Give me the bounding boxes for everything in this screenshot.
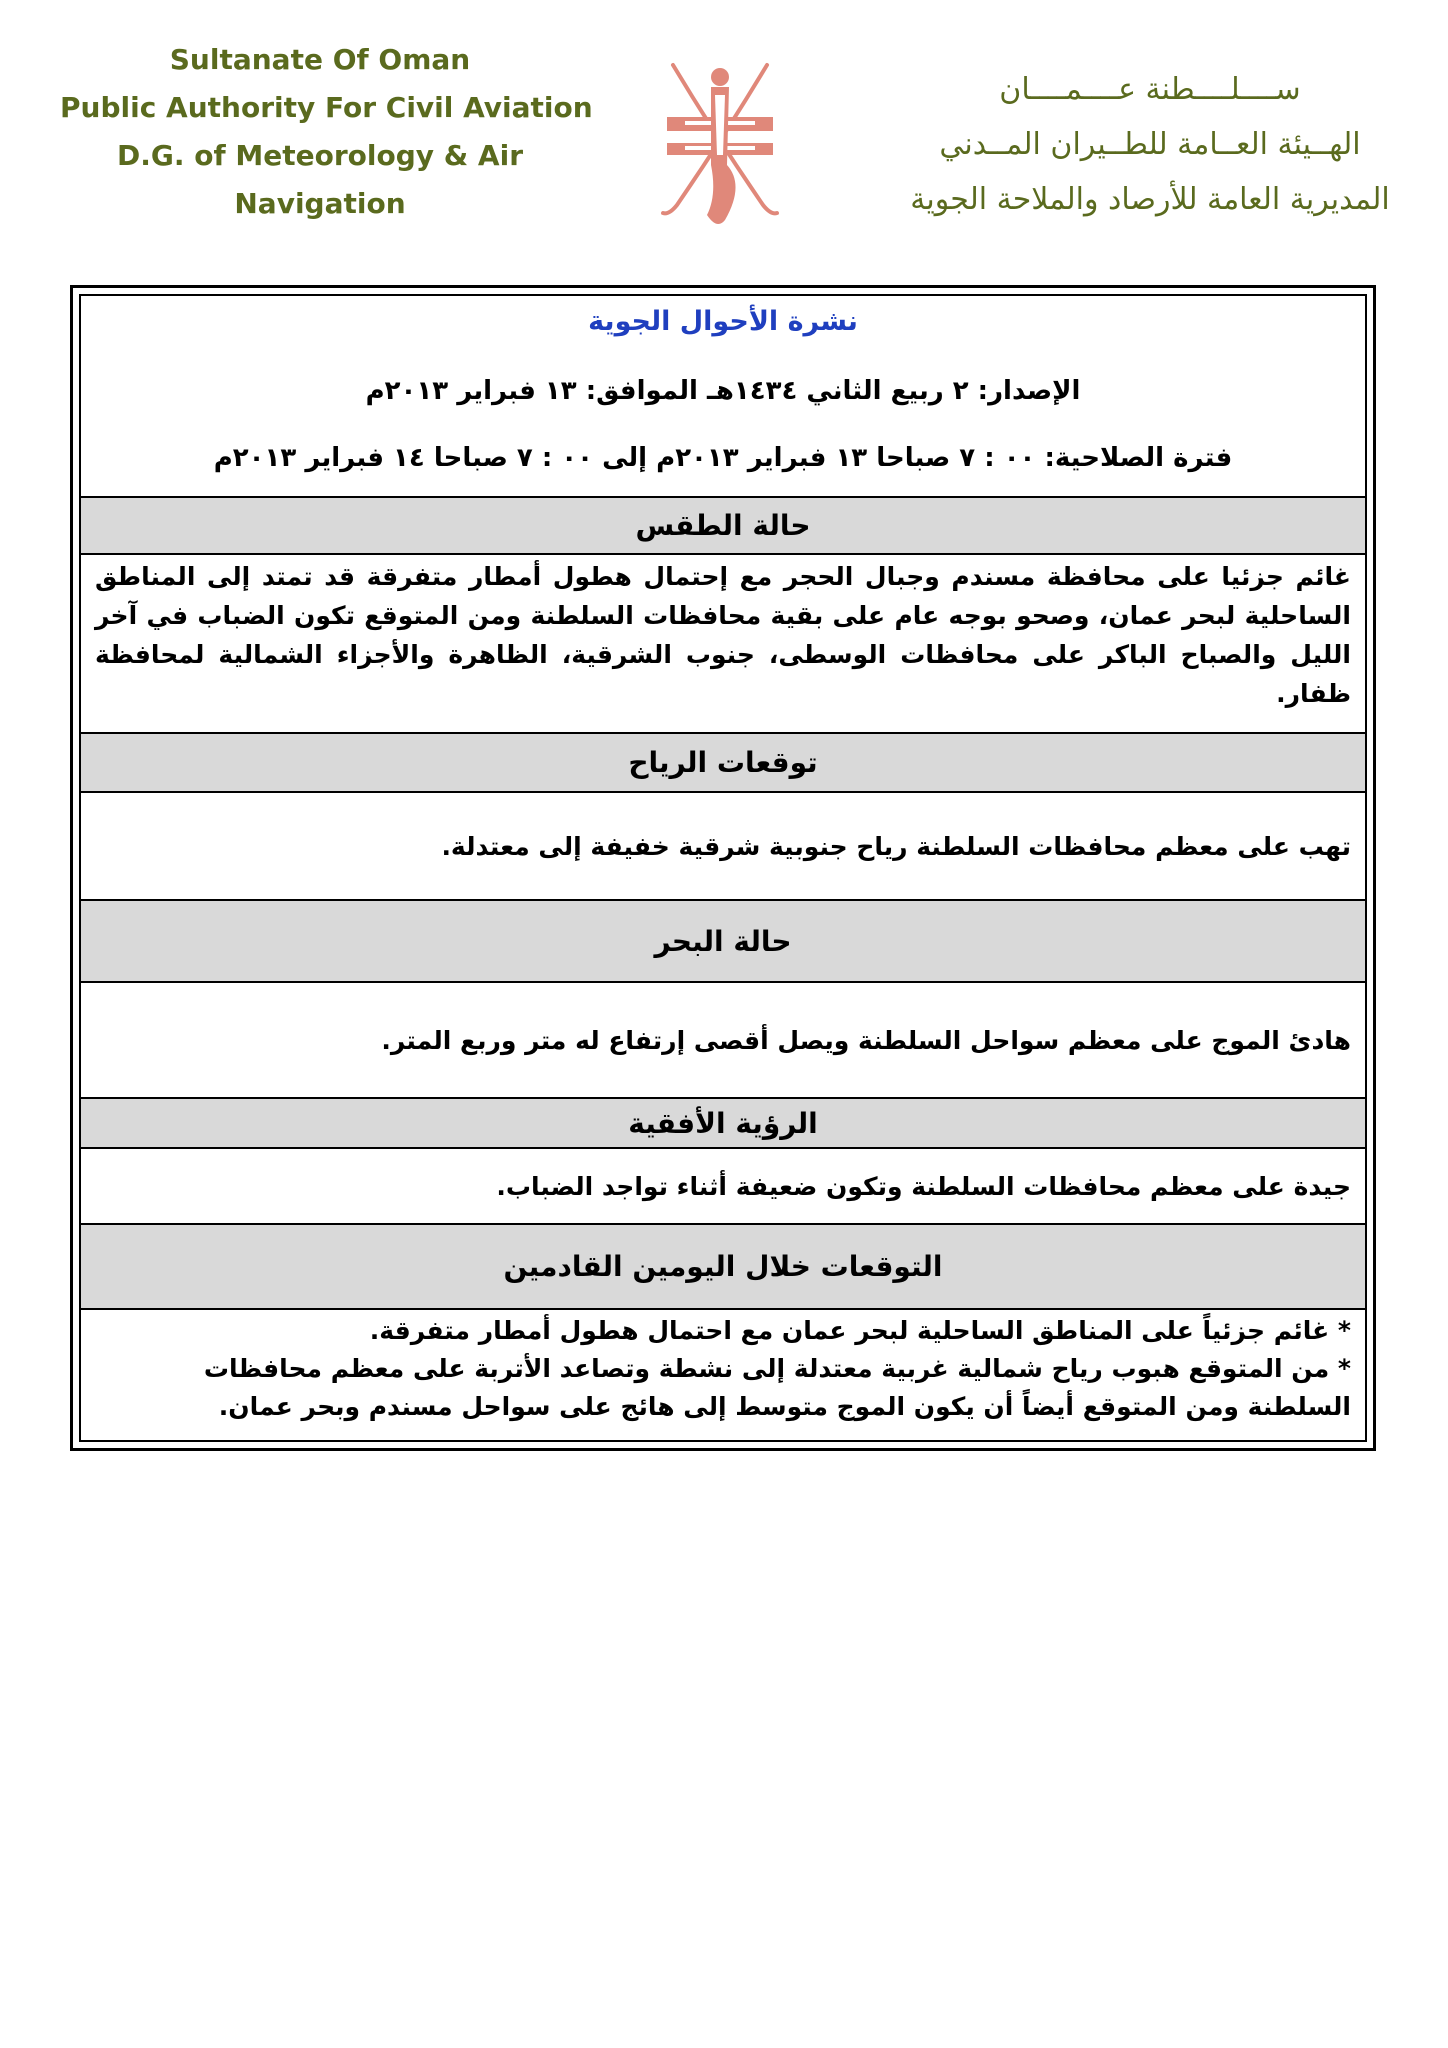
weather-heading-row (81, 498, 1365, 555)
header-en-line-2: Public Authority For Civil Aviation (60, 91, 593, 124)
wind-text: تهب على معظم محافظات السلطنة رياح جنوبية شرقية خفيفة إلى معتدلة. (441, 831, 1351, 861)
weather-text: غائم جزئيا على محافظة مسندم وجبال الحجر مع إحتمال هطول أمطار متفرقة قد تمتد إلى المناطق الساحلية لبحر عمان، وصحو بوجه عام على بقية محافظات السلطنة ومن المتوقع تكون الضباب في آخر الليل والصباح الباكر على محافظات الوسطى، جنوب الشرقية، الظاهرة والأجزاء الشمالية لمحافظة ظفار. (95, 562, 1351, 708)
bulletin-title-row (81, 296, 1365, 498)
visibility-text: جيدة على معظم محافظات السلطنة وتكون ضعيفة أثناء تواجد الضباب. (496, 1171, 1351, 1201)
header-en-line-1: Sultanate Of Oman (169, 43, 471, 76)
outlook-heading-row (81, 1225, 1365, 1310)
issue-date: الإصدار: ٢ ربيع الثاني ١٤٣٤هـ الموافق: ١٣ فبراير ٢٠١٣م (365, 376, 1081, 406)
outlook-list (81, 1310, 1365, 1426)
outlook-body-row (81, 1310, 1365, 1446)
header-en-line-3: D.G. of Meteorology & Air (116, 139, 524, 172)
bulletin-frame (70, 285, 1376, 1451)
outlook-heading: التوقعات خلال اليومين القادمين (503, 1250, 943, 1283)
wind-heading-row (81, 734, 1365, 793)
outlook-item: * من المتوقع هبوب رياح شمالية غربية معتدلة إلى نشطة وتصاعد الأتربة على معظم محافظات السلطنة ومن المتوقع أيضاً أن يكون الموج متوسط إلى هائج على سواحل مسندم وبحر عمان. (203, 1354, 1351, 1421)
header-arabic (880, 62, 1420, 227)
validity-period: فترة الصلاحية: ٠٠ : ٧ صباحا ١٣ فبراير ٢٠١٣م إلى ٠٠ : ٧ صباحا ١٤ فبراير ٢٠١٣م (213, 443, 1233, 473)
wind-body-row (81, 793, 1365, 901)
header-ar-line-2: الهــيئة العــامة للطــيران المــدني (939, 127, 1361, 162)
oman-emblem-icon (655, 55, 785, 230)
header-ar-line-3: المديرية العامة للأرصاد والملاحة الجوية (910, 182, 1390, 217)
sea-text: هادئ الموج على معظم سواحل السلطنة ويصل أقصى إرتفاع له متر وربع المتر. (381, 1025, 1351, 1055)
outlook-item: * غائم جزئياً على المناطق الساحلية لبحر عمان مع احتمال هطول أمطار متفرقة. (369, 1316, 1351, 1345)
sea-body-row (81, 983, 1365, 1099)
sea-heading-row (81, 901, 1365, 983)
visibility-heading: الرؤية الأفقية (628, 1106, 818, 1140)
wind-heading: توقعات الرياح (628, 746, 818, 779)
bulletin-title: نشرة الأحوال الجوية (588, 306, 858, 337)
visibility-body-row (81, 1149, 1365, 1225)
visibility-heading-row (81, 1099, 1365, 1149)
weather-heading: حالة الطقس (635, 509, 811, 542)
header-english (60, 36, 593, 228)
weather-body-row (81, 555, 1365, 734)
header-en-line-4: Navigation (234, 187, 406, 220)
bulletin-table (79, 294, 1367, 1442)
header-ar-line-1: ســــلــــطنة عــــمــــان (999, 72, 1301, 107)
sea-heading: حالة البحر (654, 924, 792, 958)
